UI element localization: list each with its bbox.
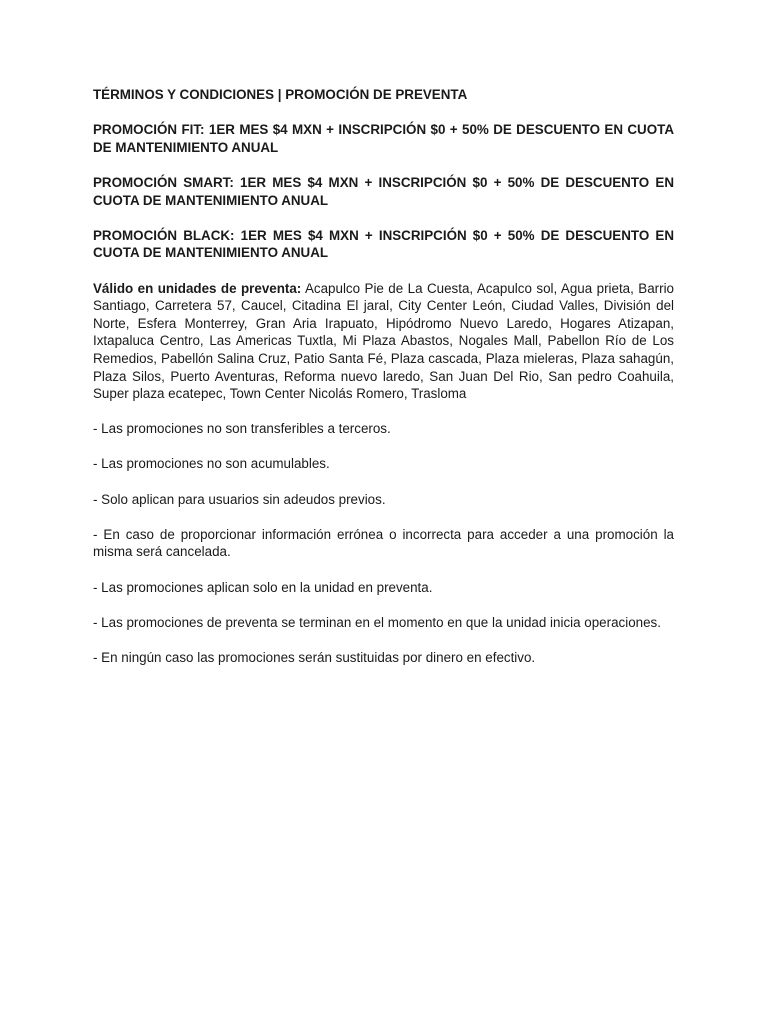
valid-units-label: Válido en unidades de preventa: bbox=[93, 280, 302, 296]
condition-no-prior-debts: - Solo aplican para usuarios sin adeudos previos. bbox=[93, 491, 386, 507]
condition-presale-ends: - Las promociones de preventa se terminan en el momento en que la unidad inicia operaciones. bbox=[93, 614, 661, 630]
promotion-fit: PROMOCIÓN FIT: 1ER MES $4 MXN + INSCRIPCIÓN $0 + 50% DE DESCUENTO EN CUOTA DE MANTENIMIENTO ANUAL bbox=[93, 122, 674, 155]
promotion-black: PROMOCIÓN BLACK: 1ER MES $4 MXN + INSCRIPCIÓN $0 + 50% DE DESCUENTO EN CUOTA DE MANTENIMIENTO ANUAL bbox=[93, 227, 674, 261]
condition-not-transferable: - Las promociones no son transferibles a terceros. bbox=[93, 421, 391, 437]
valid-units-list: Acapulco Pie de La Cuesta, Acapulco sol, Agua prieta, Barrio Santiago, Carretera 57, Caucel, Citadina El jaral, City Center León, Ciudad Valles, División del Norte, Esfera Monterrey, Gran Aria Irapuato, Hipódromo Nuevo Laredo, Hogares Atizapan, Ixtapaluca Centro, Las Americas Tuxtla, Mi Plaza Abastos, Nogales Mall, Pabellon Río de Los Remedios, Pabellón Salina Cruz, Patio Santa Fé, Plaza cascada, Plaza mieleras, Plaza sahagún, Plaza Silos, Puerto Aventuras, Reforma nuevo laredo, San Juan Del Rio, San pedro Coahuila, Super plaza ecatepec, Town Center Nicolás Romero, Trasloma bbox=[93, 280, 675, 402]
condition-not-cumulative: - Las promociones no son acumulables. bbox=[93, 456, 330, 472]
document-title: TÉRMINOS Y CONDICIONES | PROMOCIÓN DE PREVENTA bbox=[93, 87, 468, 102]
condition-no-cash: - En ningún caso las promociones serán sustituidas por dinero en efectivo. bbox=[93, 650, 536, 665]
promotion-smart: PROMOCIÓN SMART: 1ER MES $4 MXN + INSCRIPCIÓN $0 + 50% DE DESCUENTO EN CUOTA DE MANTENIMIENTO ANUAL bbox=[93, 174, 674, 208]
document-page bbox=[93, 86, 674, 684]
condition-wrong-information: - En caso de proporcionar información errónea o incorrecta para acceder a una promoción la misma será cancelada. bbox=[93, 526, 674, 560]
condition-presale-unit-only: - Las promociones aplican solo en la unidad en preventa. bbox=[93, 579, 433, 595]
valid-units-paragraph bbox=[93, 280, 674, 403]
